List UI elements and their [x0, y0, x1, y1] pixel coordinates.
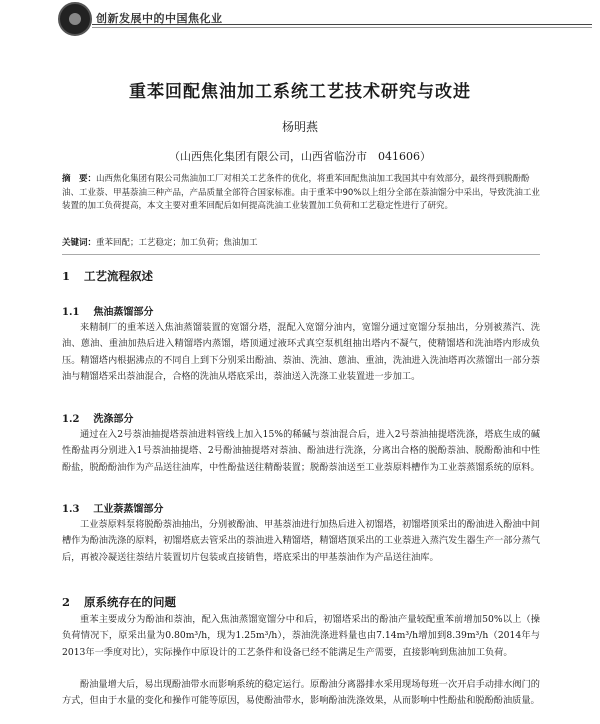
- subsection-heading: 1.3 工业萘蒸馏部分: [62, 504, 164, 515]
- paper-author: 杨明燕: [281, 120, 318, 134]
- abstract-text: 山西焦化集团有限公司焦油加工厂对相关工艺条件的优化，将重苯回配焦油加工我国其中有效部分，最终得到脱酚酚油、工业萘、甲基萘油三种产品，产品质量全部符合国家标准。由于重苯中90%以上组分全部在萘油馏分中采出，导致洗油工业装置的加工负荷提高，本文主要对重苯回配后如何提高洗油工业装置加工负荷和工艺稳定性进行了研究。: [62, 174, 540, 211]
- header-divider-thin: [92, 27, 592, 28]
- paragraph: 酚油量增大后，易出现酚油带水而影响系统的稳定运行。原酚油分离器排水采用现场每班一次开启手动排水阀门的方式，但由于水量的变化和操作可能等原因，易使酚油带水，影响酚油洗涤效果，从而影响中性酚盐和脱酚酚油质量。: [62, 679, 540, 707]
- journal-tag: 创新发展中的中国焦化业: [96, 12, 223, 25]
- keywords: [62, 236, 540, 248]
- paragraph: 重苯主要成分为酚油和萘油，配入焦油蒸馏宽馏分中和后，初馏塔采出的酚油产量较配重苯前增加50%以上（操负荷情况下，原采出量为0.80m³/h，现为1.25m³/h），萘油洗涤进料量也由7.14m³/h增加到8.39m³/h（2014年与2013年一季度对比），实际操作中原设计的工艺条件和设备已经不能满足生产需要，直接影响到焦油加工负荷。: [62, 614, 540, 658]
- journal-logo-icon: [58, 2, 92, 36]
- paper-title: 重苯回配焦油加工系统工艺技术研究与改进: [129, 82, 471, 102]
- journal-header: [0, 0, 600, 36]
- section-heading: 2 原系统存在的问题: [62, 595, 177, 609]
- subsection-heading: 1.2 洗涤部分: [62, 414, 134, 425]
- paragraph: 来精制厂的重苯送入焦油蒸馏装置的宽馏分塔，混配入宽馏分油内，宽馏分通过宽馏分泵抽出，分别被蒸汽、洗油、蒽油、重油加热后进入精馏塔内蒸馏，塔顶通过液环式真空泵机组抽出塔内不凝气，使精馏塔和洗油塔内形成负压。精馏塔内根据沸点的不同自上到下分别采出酚油、萘油、洗油、蒽油、重油，洗油进入洗油塔再次蒸馏出一部分萘油与精馏塔采出萘油混合，合格的洗油从塔底采出，萘油送入洗涤工业装置进一步加工。: [62, 322, 540, 383]
- abstract: [62, 173, 540, 214]
- abstract-label: 摘 要：: [62, 174, 97, 184]
- subsection-heading: 1.1 焦油蒸馏部分: [62, 307, 154, 318]
- keywords-text: 重苯回配；工艺稳定；加工负荷；焦油加工: [96, 238, 258, 248]
- paragraph: 通过在入2号萘油抽提塔萘油进料管线上加入15%的稀碱与萘油混合后，进入2号萘油抽提塔洗涤，塔底生成的碱性酚盐再分别进入1号萘油抽提塔、2号酚油抽提塔对萘油、酚油进行洗涤，分离出合格的脱酚萘油、脱酚酚油和中性酚盐，脱酚酚油作为产品送往油库，中性酚盐送往精酚装置；脱酚萘油送至工业萘原料槽作为工业萘蒸馏系统的原料。: [62, 429, 540, 473]
- keywords-label: 关键词：: [62, 238, 97, 248]
- paragraph: 工业萘原料泵将脱酚萘油抽出，分别被酚油、甲基萘油进行加热后进入初馏塔，初馏塔顶采出的酚油进入酚油中间槽作为酚油洗涤的原料，初馏塔底去管采出的萘油进入精馏塔，精馏塔顶采出的工业萘进入蒸汽发生器生产一部分蒸气后，再被冷凝送往萘结片装置切片包装或直接销售，塔底采出的甲基萘油作为产品送往油库。: [62, 519, 540, 563]
- paper-affiliation: （山西焦化集团有限公司，山西省临汾市 041606）: [169, 150, 431, 163]
- header-divider: [92, 24, 592, 25]
- abstract-divider: [62, 254, 540, 255]
- section-heading: 1 工艺流程叙述: [62, 269, 154, 283]
